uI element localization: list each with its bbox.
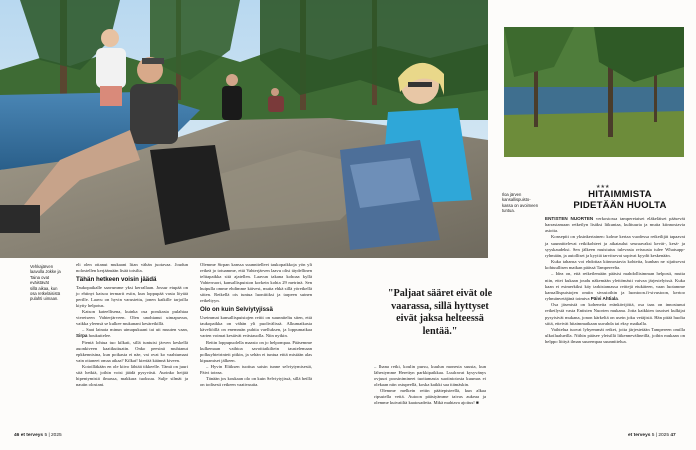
- subheading: Olo on kuin Selviytyjissä: [200, 306, 273, 314]
- paragraph: Olemme Sirpan kanssa suunnitelleet taukopaikkoja yön yli retkeä jo totuamme, että Vahterjärven laavu olisi täydellinen telttapaikka sitä ajatellen. Laavun takana kohoaa kyllä Vahterruori, kansallispuiston korkein kohta 29 metrinä. Sen huipulla omme ehdimme käivest, mutta ehkä sillä yöretkellä sitten. Retkellä ois tuntua luoniitiksi ja tarpeen sutnen retkeltyyn.: [200, 262, 312, 304]
- paragraph: Kotoilläkään en ole kiivo lähtää tikkeelle. Tämä on juuri sitä hetkiä, joihin voisi jäädä pysyvästi. Aurinko heijää hipentymistä ilmassa, makkara tuoksuu. Sulje silmät ja nautin olostani.: [76, 363, 188, 387]
- paragraph: Konseptit on yksinkertainen: kolme kertaa vuodessa retkeilijät tapaavat ja suunnittelevat retkikohteet ja aikataulut seuraavaksi kevät-, kesä- ja syyskaudeksi. Sen jälkeen muistutus tulevasta reissusta tulee Whatsapp-ryhmään, ja autolliset ja kyytiä tarvitsevat sopivat kyydit keskenään.: [545, 234, 685, 258]
- paragraph-text: – Idea on, että retkeilemään pääsisi mahdollisimman helposti, mutta niin, ettei kukaan joudu näkemään ylettömästi vaivaa järjestelyissä. Kuka kaan ei esimerkiksi käy tarkistamassa reittejä etukäteen, vaan luotamme kansallispuistojen omiin sivustoihin ja luontoon.fi-sivustoon, kertoo ryhmänvetäjänä toimiva: [545, 271, 685, 302]
- magazine-name: et terveys: [628, 433, 651, 438]
- paragraph: Taukopaikalle saavumme yksi kerrallaan. Jossur etupää on jo ehtinyt katsoa termarit esiin, kun loppupää vasta löytää perille. Laavu on hyvin varustettu, jonen kaikille tarjoilla kiytty helpotus.: [76, 285, 188, 309]
- paragraph: [76, 327, 188, 339]
- sidebar-column: [545, 216, 685, 345]
- pull-quote: "Paljaat sääret eivät ole vaarassa, sillä hyttyset eivät jaksa helteessä lentää.": [387, 288, 493, 337]
- issue-number: 5 | 2025: [651, 433, 670, 438]
- main-photo-caption: [30, 264, 72, 302]
- paragraph: – Ihana retki, koulin pursu, kuulun monesta suusta, kun lähestymme Herettyn parkkipaikkaa. Luulravat kysyvänys ovjuuri poosinimineet tuottamasta suotiniotosta kuumas ei olekaan niin ostupeellä, koska kaikki saa itämäskin.: [374, 364, 486, 388]
- paragraph: [545, 271, 685, 302]
- headline-line: HITAIMMISTA: [588, 189, 652, 200]
- punctuation: .: [617, 296, 619, 302]
- paragraph: Tänään jos koukaan olo on kuin Selviytyjissä, sillä heillä on todisesti retkeen vaativuutta.: [200, 375, 312, 387]
- page-number: 46: [14, 433, 20, 438]
- paragraph: eli olen ottanut mukaani liian vähän juotavaa. Joudun nolostellen kerjäämään lisää toisilta.: [76, 262, 188, 274]
- paragraph-text: Olemme melkein reitin päätepisteellä, kun alkaa ripsutella vettä. Autoon päästyämme taivas aukeaa ja olemme kuivatiltä kaatosadetta. Mikä mahtava ajoitus!: [374, 388, 486, 406]
- side-photo: [504, 27, 684, 157]
- paragraph-text: verkostossa tampereiaiset eläkeläiset pääsevät harrastamaan retkeilyn lisäksi liikuntaa, kulttuuria ja mutta kiinnostavia asioita.: [545, 216, 685, 234]
- paragraph: Vaihtelua tuovat lyhyemmät retket, joita järjestetään Tampereen omilla ulkoilualueilla. Niihin pääsee yleisillä liikennevälineillä, joihin mukaan on helppo liittyä ilman suurempaa suunnittelua.: [545, 326, 685, 345]
- quote-text: – Saat lainata minun uimapukuani tai uit muuten vaan,: [82, 327, 188, 333]
- right-page-footer: [628, 433, 676, 438]
- main-photo-illustration: [0, 0, 488, 258]
- paragraph: [545, 216, 685, 234]
- caption-line: Iloa järven: [502, 192, 522, 197]
- caption-line: sillä aikaa, kun: [30, 285, 58, 291]
- paragraph: Katson kateellisena, kuinka osa porukasta pulahtaa viereiseen Vahterjärveen. Olen unohtanut uimapuvun, vaikka yleensä se kulkee mukanani kesäretkillä.: [76, 309, 188, 327]
- paragraph: Useimmat kansallispuistojen reitit on suunniteltu siten, että taukopaikka on vähän yli puolivälissä. Alkumatkasta käveliöillä on enemmän puhtia vaelluksen, ja loppumatkaa varten voimat kestävät evästauolla. Niin nytkin.: [200, 315, 312, 339]
- person-name: Päivi Ahtiala: [590, 296, 618, 302]
- main-photo: [0, 0, 488, 258]
- paragraph: [374, 388, 486, 406]
- headline-line: PIDETÄÄN HUOLTA: [573, 199, 667, 211]
- issue-number: 5 | 2025: [44, 433, 62, 438]
- caption-line: tuntua.: [502, 208, 515, 214]
- caption-line: kassa on avoimeen: [502, 202, 539, 208]
- magazine-name: et terveys: [20, 433, 44, 438]
- page-number: 47: [670, 433, 676, 438]
- caption-line: osa retkeläisistä: [30, 291, 61, 297]
- caption-line: eväistävät: [30, 280, 49, 286]
- caption-line: Taina ovat: [30, 274, 50, 280]
- article-column-2: [200, 262, 312, 388]
- caption-line: Vehkajärven: [30, 264, 54, 269]
- sidebar-headline: [554, 190, 686, 211]
- article-column-3: [374, 364, 486, 406]
- caption-line: kansallispuisto-: [502, 197, 531, 203]
- paragraph: – Hyvin Eliiksen tuottua saisin tunne selviytymisestä, Päivi toteaa.: [200, 363, 312, 375]
- person-name: Sirpa: [76, 333, 88, 339]
- paragraph: Osa jäsenistä on koheneita eränkävijöitä, osa taas on innostunut retkeilystä vasta Entisten Nuorten mukana. Jotta kaikkien tasoiset kulkijat pysyisivät mukana, jonon kärkeltä on usein joku vetäjistä. Hän pitää huolta siitä, etteivät hitaimmatkaan uuvahda tai eksy matkalla.: [545, 302, 685, 326]
- subheading: Tähän hetkeen voisin jäädä: [76, 276, 157, 284]
- left-page-footer: [14, 433, 62, 438]
- quote-text: houkuttelee.: [88, 333, 112, 339]
- side-photo-illustration: [504, 27, 684, 157]
- article-column-1: [76, 262, 188, 388]
- lead-in: ENTISTEN NUORTEN: [545, 216, 594, 221]
- end-mark: ■: [475, 400, 479, 406]
- paragraph: Pientä lohtua tuo kilkati, sillä tuntuisi järven keskellä auonkiveen kaatikuttuatin. Onko peesinä muhtanut epkkennisina, kun poikasta ei näe, vai ovat ko vaahtumaat vain ottaneet omaa aikaa? Kilkat! kiertää käännä kiveen.: [76, 339, 188, 363]
- caption-line: pulahti uimaan.: [30, 296, 59, 302]
- paragraph: Kuka tahansa voi ehdottaa kiinnostavia kohteita, kunhan ne sijaitsevat kohtuullisen matkan päässä Tampereelta.: [545, 259, 685, 271]
- paragraph: Reitin loppupuolella maasto on jo helpompaa. Pääsemme kulkemaan vaihtoa savoittaikiltein taustelemaan polkuyhteirinteit pitkin, ja sehän ei tuntua etttä mistään alas kipuamiset jälkeen.: [200, 339, 312, 363]
- side-photo-caption: [502, 192, 546, 214]
- caption-line: laavulla Jokke ja: [30, 269, 61, 275]
- headline-stars: ★★★: [596, 185, 610, 190]
